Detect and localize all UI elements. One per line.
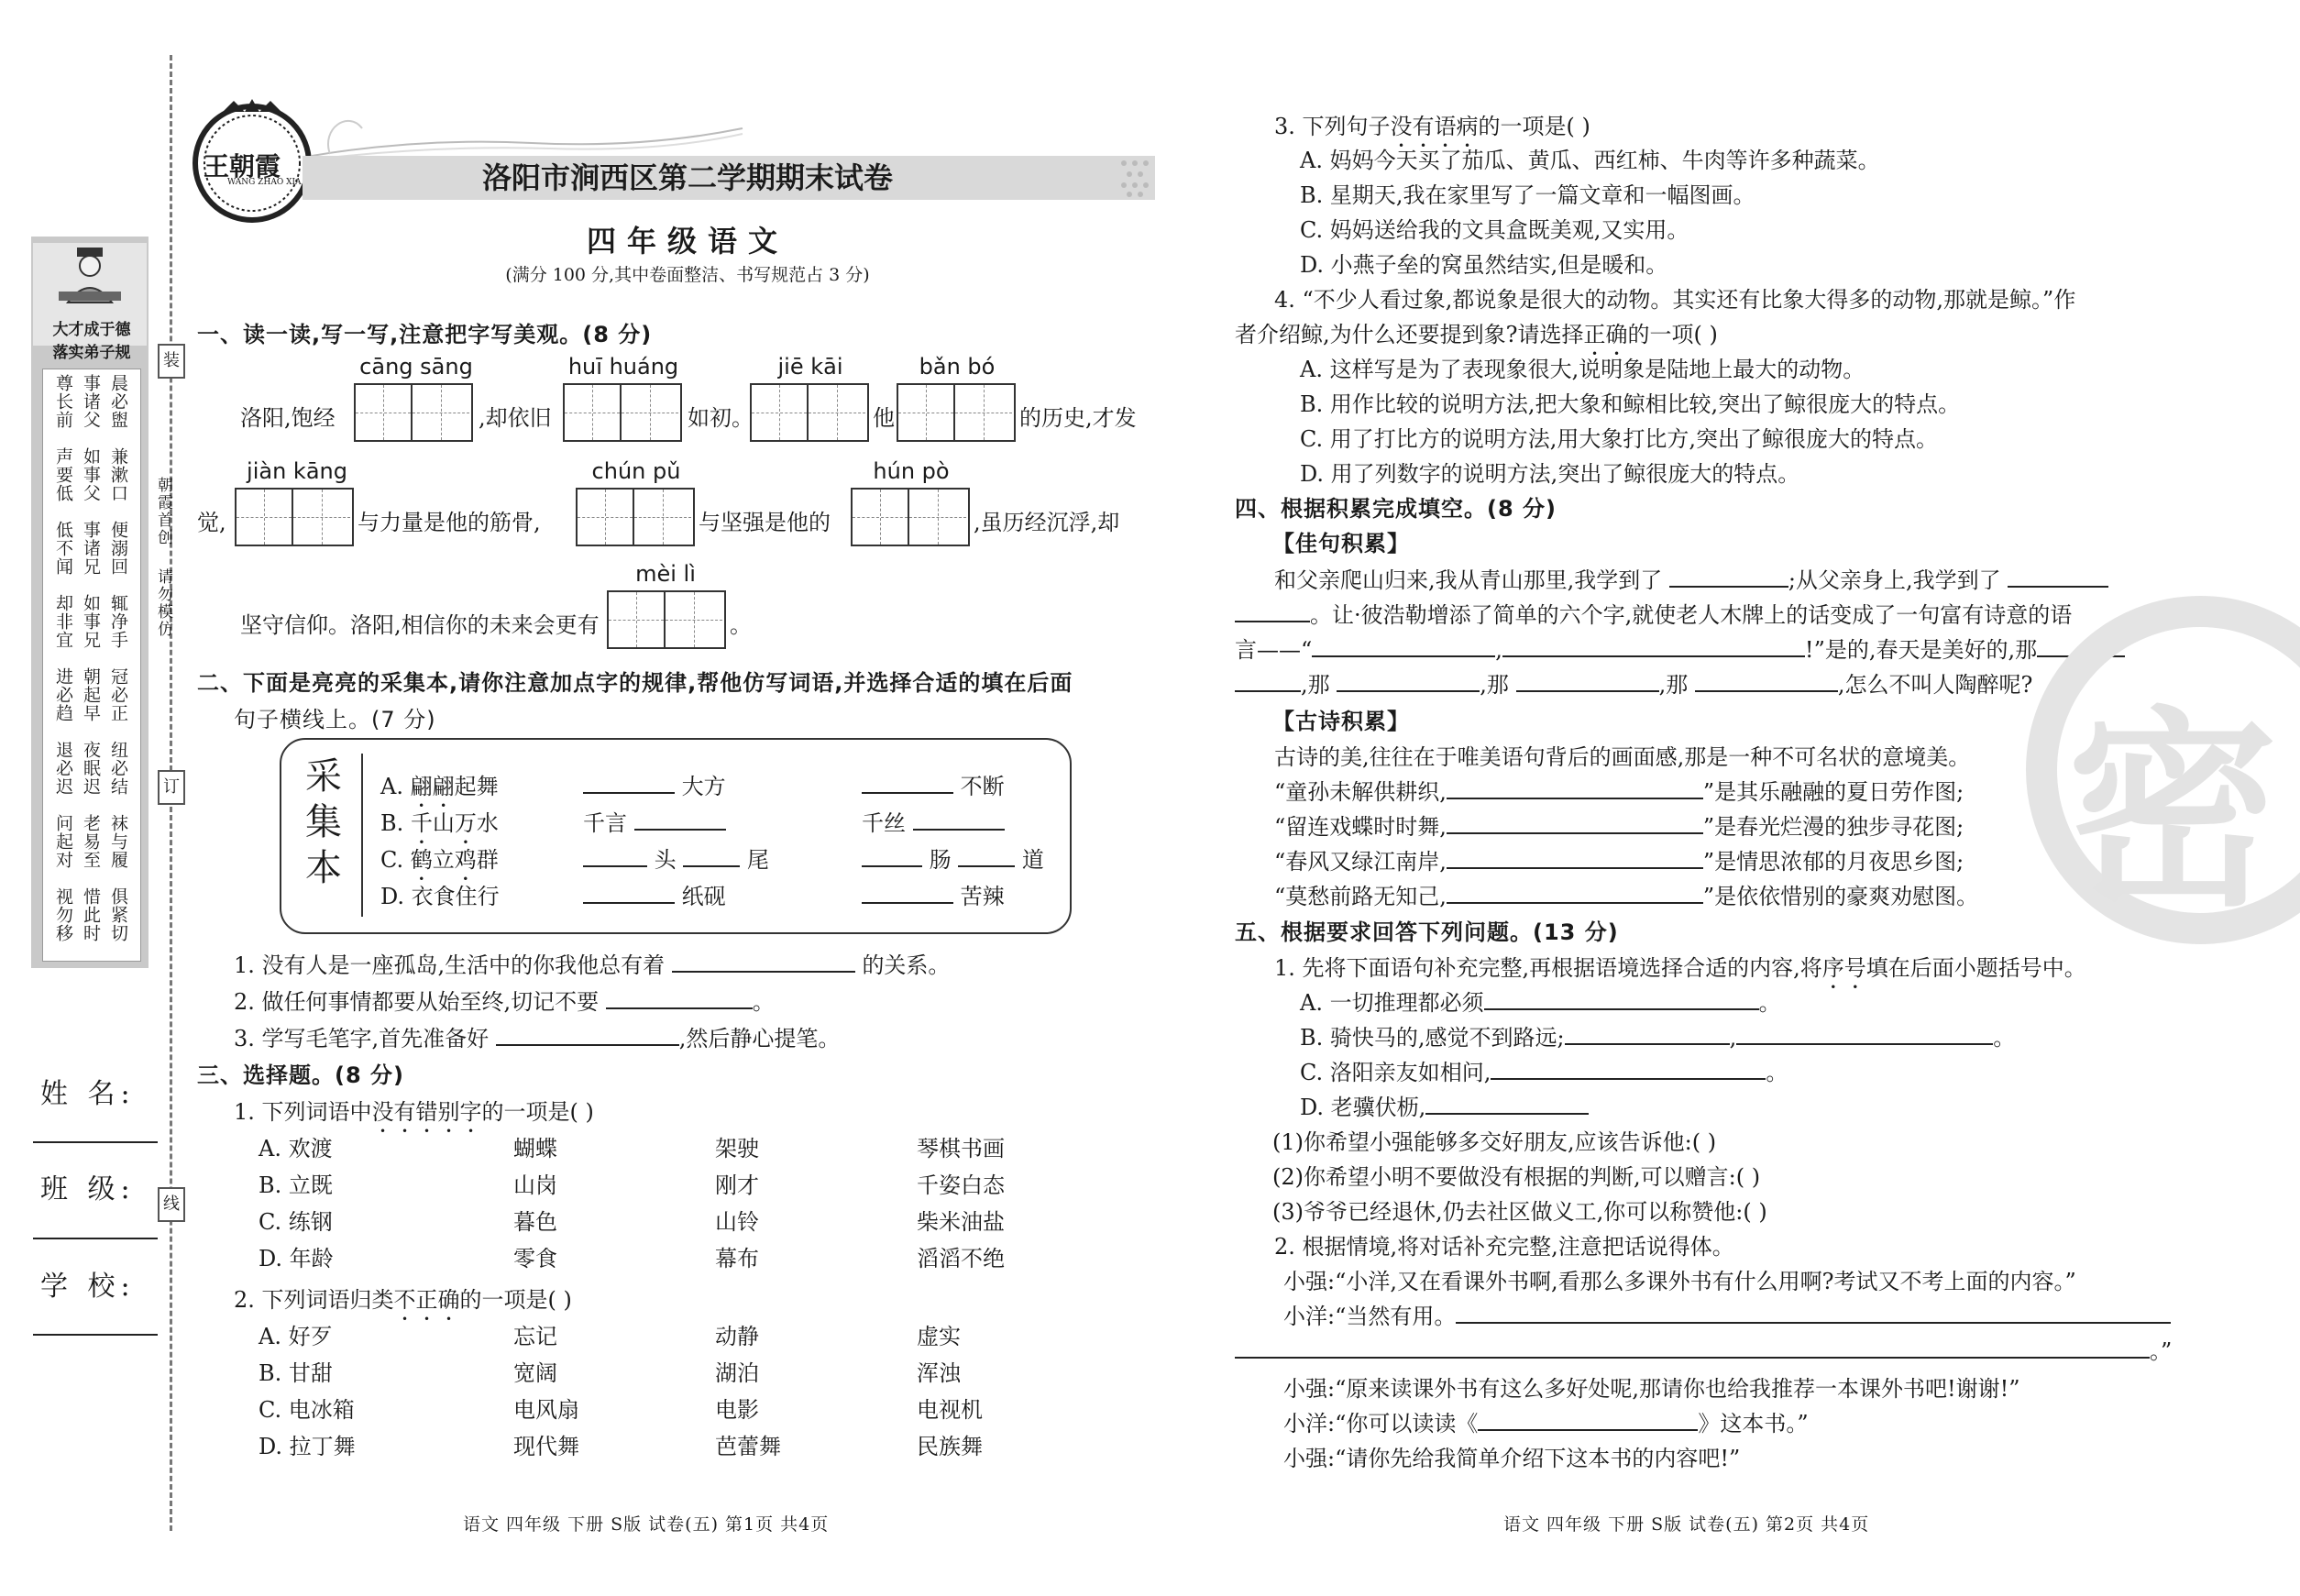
collect-a-blank[interactable]: 大方 xyxy=(583,768,726,800)
s3-q4-line-1: 4. “不少人看过象,都说象是很大的动物。其实还有比象大得多的动物,那就是鲸。”作 xyxy=(1274,287,2076,313)
dizigui-rule: 兼漱口 xyxy=(108,447,128,502)
s1-text-8: 与坚强是他的 xyxy=(699,510,831,535)
dizigui-rule: 俱紧切 xyxy=(108,887,128,942)
dizigui-rule: 低不闻 xyxy=(53,521,73,576)
section-2-heading-cont: 句子横线上。(7 分) xyxy=(234,707,436,732)
s1-text-10: 坚守信仰。洛阳,相信你的未来会更有 xyxy=(240,612,600,638)
class-label: 班 级: xyxy=(40,1173,136,1205)
school-label: 学 校: xyxy=(40,1271,136,1303)
s1-text-4: 他 xyxy=(873,405,895,431)
section-4-heading: 四、根据积累完成填空。(8 分) xyxy=(1235,496,1557,522)
secret-stamp-glyph-icon: 密 xyxy=(2067,688,2279,935)
s3-q2-option: 浑浊 xyxy=(917,1360,961,1386)
s3-q3-opt-a[interactable]: A. 妈妈今天买了茄瓜、黄瓜、西红柿、牛肉等许多种蔬菜。 xyxy=(1300,148,1880,173)
s3-q4-opt-c[interactable]: C. 用了打比方的说明方法,用大象打比方,突出了鲸很庞大的特点。 xyxy=(1300,426,1939,452)
fold-mark-2: 订 xyxy=(158,770,185,805)
dizigui-rule: 袜与履 xyxy=(108,814,128,869)
poem-line[interactable]: “莫愁前路无知己, ”是依依惜别的豪爽劝慰图。 xyxy=(1274,884,1979,909)
s3-q2-option: 民族舞 xyxy=(917,1434,983,1459)
s2-q2[interactable]: 2. 做任何事情都要从始至终,切记不要 。 xyxy=(234,989,775,1015)
s3-q1-option: 幕布 xyxy=(715,1246,759,1271)
dizigui-rule: 尊长前 xyxy=(53,374,73,429)
s3-q2: 2. 下列词语归类不正确的一项是( ) xyxy=(234,1287,572,1313)
writing-box-jiankang[interactable] xyxy=(235,488,354,546)
pinyin-meili: mèi lì xyxy=(635,561,696,587)
s3-q2-option[interactable]: A. 好歹 xyxy=(259,1324,333,1349)
dizigui-rule: 事诸兄 xyxy=(81,521,101,576)
s3-q1-option: 零食 xyxy=(513,1246,557,1271)
dizigui-rule: 纽必结 xyxy=(108,741,128,796)
s5-sub-1[interactable]: (1)你希望小强能够多交好朋友,应该告诉他:( ) xyxy=(1272,1129,1717,1155)
fold-mark-1: 装 xyxy=(158,344,185,379)
fold-mark-3: 线 xyxy=(158,1187,185,1222)
s3-q2-option: 电影 xyxy=(715,1397,759,1423)
footer-page-2: 语文 四年级 下册 S版 试卷(五) 第2页 共4页 xyxy=(1503,1514,1870,1535)
writing-box-chunpu[interactable] xyxy=(576,488,695,546)
dialog-line-2-cont[interactable]: 。” xyxy=(1235,1333,2172,1365)
s4-p2[interactable]: 。让·彼浩勒增添了简单的六个字,就使老人木牌上的话变成了一句富有诗意的语 xyxy=(1235,597,2072,629)
dizigui-rule: 夜眠迟 xyxy=(81,741,101,796)
writing-box-banbo[interactable] xyxy=(897,383,1016,442)
class-input-line[interactable] xyxy=(33,1238,158,1239)
writing-box-meili[interactable] xyxy=(607,590,726,649)
s3-q1-option: 架驶 xyxy=(715,1136,759,1161)
name-label: 姓 名: xyxy=(40,1078,136,1110)
s5-sub-2[interactable]: (2)你希望小明不要做没有根据的判断,可以赠言:( ) xyxy=(1272,1164,1761,1190)
collection-box-label: 采集本 xyxy=(305,755,342,889)
s4-p3[interactable]: 言——“ , !”是的,春天是美好的,那 xyxy=(1235,632,2125,664)
writing-box-jiekai[interactable] xyxy=(750,383,869,442)
collect-b-word: B. 千山万水 xyxy=(380,810,499,836)
dizigui-rule: 冠必正 xyxy=(108,667,128,722)
s5-opt-a[interactable]: A. 一切推理都必须 。 xyxy=(1300,990,1781,1016)
s3-q1-option: 山岗 xyxy=(513,1172,557,1198)
s3-q3-opt-b[interactable]: B. 星期天,我在家里写了一篇文章和一幅图画。 xyxy=(1300,182,1755,208)
score-note: (满分 100 分,其中卷面整洁、书写规范占 3 分) xyxy=(505,265,870,285)
s3-q2-option: 宽阔 xyxy=(513,1360,557,1386)
s3-q2-option: 动静 xyxy=(715,1324,759,1349)
s4-p4[interactable]: ,那 ,那 ,那 ,怎么不叫人陶醉呢? xyxy=(1235,666,2032,699)
s3-q1-option: 刚才 xyxy=(715,1172,759,1198)
logo-subtext: WANG ZHAO XIA xyxy=(227,178,302,187)
s1-text-7: 与力量是他的筋骨, xyxy=(358,510,541,535)
collect-d-blank[interactable]: 纸砚 xyxy=(583,878,726,910)
s5-sub-3[interactable]: (3)爷爷已经退休,仍去社区做义工,你可以称赞他:( ) xyxy=(1272,1199,1767,1225)
dizigui-rule: 老易至 xyxy=(81,814,101,869)
s3-q4-opt-b[interactable]: B. 用作比较的说明方法,把大象和鲸相比较,突出了鲸很庞大的特点。 xyxy=(1300,391,1961,417)
section-1-heading: 一、读一读,写一写,注意把字写美观。(8 分) xyxy=(197,322,653,347)
s3-q1: 1. 下列词语中没有错别字的一项是( ) xyxy=(234,1099,594,1125)
collect-c-word: C. 鹤立鸡群 xyxy=(380,847,499,873)
s5-q2: 2. 根据情境,将对话补充完整,注意把话说得体。 xyxy=(1274,1234,1734,1260)
brand-line: 朝霞首创 xyxy=(154,477,172,546)
footer-page-1: 语文 四年级 下册 S版 试卷(五) 第1页 共4页 xyxy=(463,1514,830,1535)
dialog-line-5: 小强:“请你先给我简单介绍下这本书的内容吧!” xyxy=(1283,1446,1741,1471)
sub-ancient-poems: 【古诗积累】 xyxy=(1272,709,1410,734)
dizigui-rule: 如事兄 xyxy=(81,594,101,649)
s3-q3-opt-c[interactable]: C. 妈妈送给我的文具盒既美观,又实用。 xyxy=(1300,217,1689,243)
s1-text-11: 。 xyxy=(730,612,752,638)
dizigui-rule: 事诸父 xyxy=(81,374,101,429)
dizigui-rule: 朝起早 xyxy=(81,667,101,722)
pinyin-hunpo: hún pò xyxy=(873,458,950,484)
pinyin-banbo: bǎn bó xyxy=(919,354,996,380)
dialog-line-1: 小强:“小洋,又在看课外书啊,看那么多课外书有什么用啊?考试又不考上面的内容。” xyxy=(1283,1269,2076,1294)
writing-box-huihuang[interactable] xyxy=(563,383,682,442)
dizigui-rule: 声要低 xyxy=(53,447,73,502)
pinyin-jiekai: jiē kāi xyxy=(777,354,843,380)
exam-subject: 四年级语文 xyxy=(586,224,788,259)
dizigui-rule: 惜此时 xyxy=(81,887,101,942)
dizigui-rule: 视勿移 xyxy=(53,887,73,942)
pinyin-jiankang: jiàn kāng xyxy=(247,458,347,484)
sub-good-sentences: 【佳句积累】 xyxy=(1272,531,1410,556)
s3-q2-option: 芭蕾舞 xyxy=(715,1434,781,1459)
writing-box-cangsang[interactable] xyxy=(354,383,473,442)
pinyin-cangsang: cāng sāng xyxy=(359,354,473,380)
s3-q2-option: 现代舞 xyxy=(513,1434,579,1459)
dizigui-rule: 却非宜 xyxy=(53,594,73,649)
s3-q4-line-2: 者介绍鲸,为什么还要提到象?请选择正确的一项( ) xyxy=(1235,322,1718,347)
collect-a-word: A. 翩翩起舞 xyxy=(380,774,499,799)
s1-text-3: 如初。 xyxy=(688,405,754,431)
motto-line-2: 落实弟子规 xyxy=(52,344,131,362)
s3-q3-opt-d[interactable]: D. 小燕子垒的窝虽然结实,但是暖和。 xyxy=(1300,252,1668,278)
s1-text-6: 觉, xyxy=(197,510,226,535)
poem-line[interactable]: “春风又绿江南岸, ”是情思浓郁的月夜思乡图; xyxy=(1274,849,1964,875)
motto-line-1: 大才成于德 xyxy=(52,321,131,339)
s3-q1-option: 山铃 xyxy=(715,1209,759,1235)
s3-q4-opt-d[interactable]: D. 用了列数字的说明方法,突出了鲸很庞大的特点。 xyxy=(1300,461,1800,487)
s3-q1-option[interactable]: C. 练钢 xyxy=(259,1209,333,1235)
collect-d-blank-2[interactable]: 苦辣 xyxy=(862,878,1005,910)
s5-opt-b[interactable]: B. 骑快马的,感觉不到路远; , 。 xyxy=(1300,1025,2016,1051)
section-2-heading: 二、下面是亮亮的采集本,请你注意加点字的规律,帮他仿写词语,并选择合适的填在后面 xyxy=(197,670,1073,696)
s3-q3: 3. 下列句子没有语病的一项是( ) xyxy=(1274,114,1590,139)
section-3-heading: 三、选择题。(8 分) xyxy=(197,1062,404,1088)
poem-line[interactable]: “童孙未解供耕织, ”是其乐融融的夏日劳作图; xyxy=(1274,779,1964,805)
s3-q4-opt-a[interactable]: A. 这样写是为了表现象很大,说明象是陆地上最大的动物。 xyxy=(1300,357,1865,382)
s3-q1-option: 暮色 xyxy=(513,1209,557,1235)
s3-q1-option: 蝴蝶 xyxy=(513,1136,557,1161)
dizigui-rule: 如事父 xyxy=(81,447,101,502)
pinyin-chunpu: chún pǔ xyxy=(591,458,681,484)
s3-q2-option[interactable]: B. 甘甜 xyxy=(259,1360,333,1386)
scholar-figure-icon xyxy=(53,246,127,310)
s1-text-9: ,虽历经沉浮,却 xyxy=(974,510,1120,535)
dizigui-rule: 问起对 xyxy=(53,814,73,869)
title-bar-pattern-icon xyxy=(1118,156,1155,200)
s5-opt-c[interactable]: C. 洛阳亲友如相问, 。 xyxy=(1300,1060,1788,1085)
s1-text-2: ,却依旧 xyxy=(479,405,552,431)
s1-text-5: 的历史,才发 xyxy=(1019,405,1137,431)
s3-q2-option: 虚实 xyxy=(917,1324,961,1349)
dialog-line-4[interactable]: 小洋:“你可以读读《 》这本书。” xyxy=(1283,1411,1809,1436)
s3-q1-option: 千姿白态 xyxy=(917,1172,1005,1198)
collect-b-blank[interactable]: 千言 xyxy=(583,805,726,837)
pinyin-huihuang: huī huáng xyxy=(567,354,679,380)
collect-c-blank-2[interactable]: 肠 道 xyxy=(862,842,1044,874)
s2-q3[interactable]: 3. 学写毛笔字,首先准备好 ,然后静心提笔。 xyxy=(234,1026,841,1051)
dizigui-rule: 进必趋 xyxy=(53,667,73,722)
exam-title: 洛阳市涧西区第二学期期末试卷 xyxy=(481,160,893,195)
s3-q1-option: 柴米油盐 xyxy=(917,1209,1005,1235)
logo-text: 王朝霞 xyxy=(204,151,281,182)
s2-q1[interactable]: 1. 没有人是一座孤岛,生活中的你我他总有着 的关系。 xyxy=(234,952,951,978)
name-input-line[interactable] xyxy=(33,1141,158,1143)
dialog-line-2[interactable]: 小洋:“当然有用。 xyxy=(1283,1298,2171,1330)
s3-q1-option[interactable]: D. 年龄 xyxy=(259,1246,334,1271)
s3-q1-option[interactable]: A. 欢渡 xyxy=(259,1136,333,1161)
section-5-heading: 五、根据要求回答下列问题。(13 分) xyxy=(1235,919,1619,945)
s4-p1[interactable]: 和父亲爬山归来,我从青山那里,我学到了 ;从父亲身上,我学到了 xyxy=(1274,562,2108,594)
s3-q2-option: 忘记 xyxy=(513,1324,557,1349)
collect-b-blank-2[interactable]: 千丝 xyxy=(862,805,1005,837)
collection-box-divider xyxy=(361,754,363,917)
s3-q2-option: 电风扇 xyxy=(513,1397,579,1423)
collect-c-blank[interactable]: 头 尾 xyxy=(583,842,769,874)
s3-q2-option: 电视机 xyxy=(917,1397,983,1423)
s3-q1-option[interactable]: B. 立既 xyxy=(259,1172,333,1198)
dizigui-rule: 晨必盥 xyxy=(108,374,128,429)
s5-opt-d[interactable]: D. 老骥伏枥, xyxy=(1300,1089,1589,1121)
dizigui-rule: 退必迟 xyxy=(53,741,73,796)
s1-text-1: 洛阳,饱经 xyxy=(240,405,336,431)
s4-p5: 古诗的美,往往在于唯美语句背后的画面感,那是一种不可名状的意境美。 xyxy=(1274,744,1971,770)
s3-q1-option: 滔滔不绝 xyxy=(917,1246,1005,1271)
school-input-line[interactable] xyxy=(33,1334,158,1336)
writing-box-hunpo[interactable] xyxy=(851,488,970,546)
dizigui-rule: 辄净手 xyxy=(108,594,128,649)
s3-q2-option[interactable]: D. 拉丁舞 xyxy=(259,1434,356,1459)
dizigui-rule: 便溺回 xyxy=(108,521,128,576)
collect-a-blank-2[interactable]: 不断 xyxy=(862,768,1005,800)
s3-q2-option[interactable]: C. 电冰箱 xyxy=(259,1397,355,1423)
collect-d-word: D. 衣食住行 xyxy=(380,884,500,909)
s5-q1: 1. 先将下面语句补充完整,再根据语境选择合适的内容,将序号填在后面小题括号中。 xyxy=(1274,955,2086,981)
poem-line[interactable]: “留连戏蝶时时舞, ”是春光烂漫的独步寻花图; xyxy=(1274,814,1964,840)
s3-q1-option: 琴棋书画 xyxy=(917,1136,1005,1161)
s3-q2-option: 湖泊 xyxy=(715,1360,759,1386)
dialog-line-3: 小强:“原来读课外书有这么多好处呢,那请你也给我推荐一本课外书吧!谢谢!” xyxy=(1283,1376,2020,1402)
copy-line: 请勿模仿 xyxy=(154,568,172,638)
